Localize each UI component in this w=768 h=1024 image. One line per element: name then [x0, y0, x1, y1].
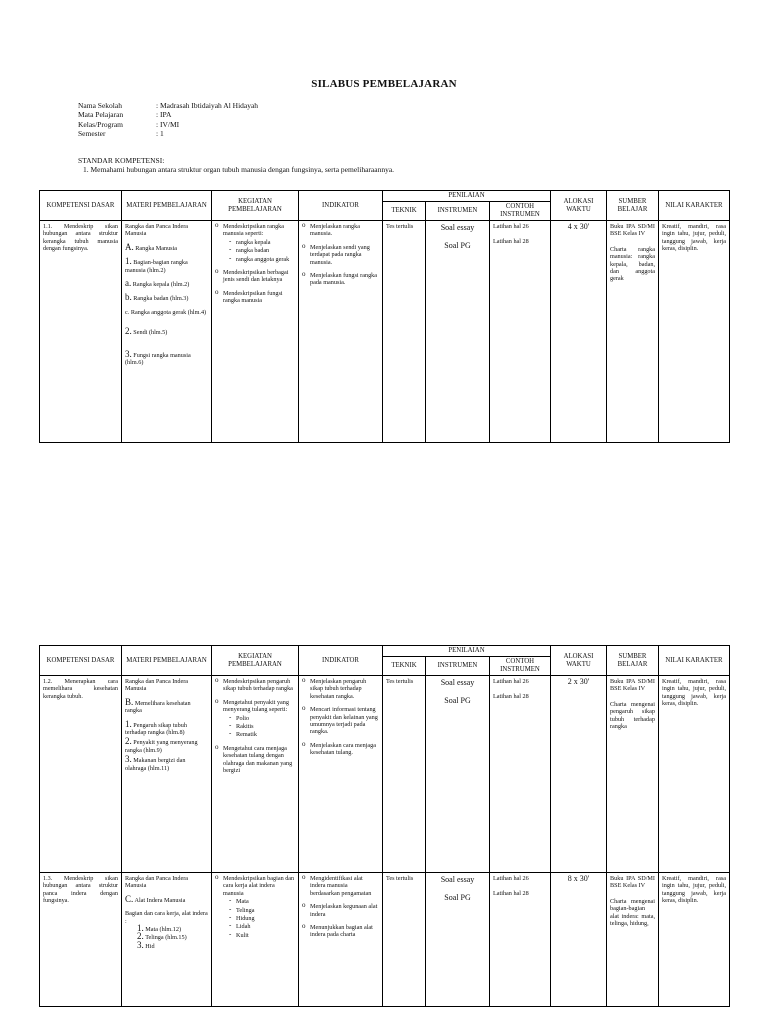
indikator-item: o Mengidentifikasi alat indera manusia berdasarkan pengamatan: [302, 875, 379, 897]
kegiatan-subitem: - Hidung: [229, 915, 295, 922]
standar-text: 1. Memahami hubungan antara struktur organ tubuh manusia dengan fungsinya, serta pemeliharaannya.: [83, 165, 395, 174]
instrumen-item: Soal PG: [444, 696, 471, 705]
materi-item: 1. Bagian-bagian rangka manusia (hlm.2): [125, 256, 188, 274]
header-instrumen: INSTRUMEN: [426, 657, 490, 676]
header-contoh: CONTOH INSTRUMEN: [490, 202, 551, 221]
header-kompetensi: KOMPETENSI DASAR: [40, 191, 122, 221]
materi-section: C. Alat Indera Manusia: [125, 893, 186, 904]
materi-cell: [122, 221, 212, 443]
materi-item: 1. Mata (hlm.12): [137, 923, 182, 934]
header-teknik: TEKNIK: [383, 202, 426, 221]
instrumen-item: Soal PG: [444, 893, 471, 902]
contoh-item: Latihan hal 26: [493, 875, 529, 882]
table-row: [40, 676, 730, 873]
instrumen-cell: [426, 676, 490, 873]
header-kegiatan: KEGIATAN PEMBELAJARAN: [212, 646, 299, 676]
kegiatan-subitem: - Rakitis: [229, 723, 295, 730]
materi-section: A. Rangka Manusia: [125, 241, 178, 252]
header-kompetensi: KOMPETENSI DASAR: [40, 646, 122, 676]
contoh-cell: [490, 221, 551, 443]
header-nilai: NILAI KARAKTER: [659, 646, 730, 676]
teknik-cell: Tes tertulis: [383, 221, 426, 443]
info-label: Mata Pelajaran: [78, 110, 124, 120]
sumber-cell: [607, 221, 659, 443]
kegiatan-subitem: - Kulit: [229, 932, 295, 939]
sumber-item: Charta mengenai pengaruh sikap tubuh terhadap rangka: [610, 700, 655, 731]
header-indikator: INDIKATOR: [299, 646, 383, 676]
header-alokasi: ALOKASI WAKTU: [551, 191, 607, 221]
materi-item: 3. Hid: [137, 939, 155, 950]
kegiatan-item: o Mengetahui penyakit yang menyerang tulang seperti: - Polio - Rakitis - Rematik: [215, 699, 295, 739]
instrumen-item: Soal essay: [440, 678, 475, 687]
school-info: [78, 101, 258, 139]
kegiatan-item: o Mengetahui cara menjaga kesehatan tulang dengan olahraga dan makanan yang bergizi: [215, 745, 295, 775]
indikator-item: o Menjelaskan rangka manusia.: [302, 223, 379, 238]
kegiatan-subitem: - Rematik: [229, 731, 295, 738]
kd-cell: 1.2. Menerapkan cara memelihara kesehatan kerangka tubuh.: [40, 676, 122, 873]
header-penilaian: PENILAIAN: [383, 646, 551, 657]
indikator-cell: [299, 873, 383, 1007]
info-value: : IV/MI: [156, 119, 180, 129]
contoh-item: Latihan hal 26: [493, 223, 529, 230]
kegiatan-subitem: - Mata: [229, 898, 295, 905]
materi-intro: Rangka dan Panca Indera Manusia: [125, 678, 189, 693]
kegiatan-item: o Mendeskripsikan pengaruh sikap tubuh terhadap rangka: [215, 678, 295, 693]
materi-cell: [122, 676, 212, 873]
materi-intro: Rangka dan Panca Indera Manusia: [125, 875, 189, 890]
kd-cell: 1.1. Mendeskrip sikan hubungan antara struktur kerangka tubuh manusia dengan fungsinya.: [40, 221, 122, 443]
header-kegiatan: KEGIATAN PEMBELAJARAN: [212, 191, 299, 221]
materi-item: 3. Makanan bergizi dan olahraga (hlm.11): [125, 754, 186, 772]
header-instrumen: INSTRUMEN: [426, 202, 490, 221]
contoh-item: Latihan hal 28: [493, 890, 529, 898]
materi-item: 3. Fungsi rangka manusia (hlm.6): [125, 348, 191, 367]
kegiatan-subitem: - Polio: [229, 715, 295, 722]
header-penilaian: PENILAIAN: [383, 191, 551, 202]
standar-heading: STANDAR KOMPETENSI:: [78, 156, 165, 165]
kegiatan-item: o Mendeskripsikan fungsi rangka manusia: [215, 290, 295, 305]
syllabus-table-2: [39, 645, 730, 1007]
nilai-cell: Kreatif, mandiri, rasa ingin tahu, jujur, peduli, tanggung jawab, kerja keras, disiplin.: [659, 873, 730, 1007]
indikator-item: o Menjelaskan pengaruh sikap tubuh terhadap kesehatan rangka.: [302, 678, 379, 700]
header-teknik: TEKNIK: [383, 657, 426, 676]
contoh-cell: [490, 873, 551, 1007]
contoh-cell: [490, 676, 551, 873]
teknik-cell: Tes tertulis: [383, 873, 426, 1007]
sumber-cell: [607, 676, 659, 873]
contoh-item: Latihan hal 26: [493, 678, 529, 685]
info-row: [78, 110, 258, 119]
instrumen-item: Soal PG: [444, 241, 471, 250]
instrumen-item: Soal essay: [440, 223, 475, 232]
materi-item: a. Rangka kepala (hlm.2): [125, 278, 190, 289]
materi-cell: [122, 873, 212, 1007]
materi-item: c. Rangka anggota gerak (hlm.4): [125, 308, 207, 316]
materi-section: B. Memelihara kesehatan rangka: [125, 696, 191, 715]
info-value: : 1: [156, 129, 164, 139]
instrumen-item: Soal essay: [440, 875, 475, 884]
indikator-item: o Menjelaskan cara menjaga kesehatan tulang.: [302, 742, 379, 757]
indikator-item: o Mencari informasi tentang penyakit dan kelainan yang umumnya terjadi pada rangka.: [302, 706, 379, 736]
info-label: Kelas/Program: [78, 119, 123, 129]
kegiatan-subitem: - rangka kepala: [229, 239, 295, 246]
sumber-item: Buku IPA SD/MI BSE Kelas IV: [610, 678, 655, 693]
kd-cell: 1.3. Mendeskrip sikan hubungan antara struktur panca indera dengan fungsinya.: [40, 873, 122, 1007]
info-row: [78, 120, 258, 129]
header-materi: MATERI PEMBELAJARAN: [122, 191, 212, 221]
kegiatan-cell: [212, 873, 299, 1007]
alokasi-cell: 4 x 30': [551, 221, 607, 443]
header-materi: MATERI PEMBELAJARAN: [122, 646, 212, 676]
header-nilai: NILAI KARAKTER: [659, 191, 730, 221]
kegiatan-item: o Mendeskripsikan rangka manusia seperti: - rangka kepala - rangka badan - rangka anggota gerak: [215, 223, 295, 263]
info-row: [78, 129, 258, 138]
contoh-item: Latihan hal 28: [493, 693, 529, 701]
materi-item: 2. Sendi (hlm.5): [125, 326, 168, 337]
kegiatan-cell: [212, 676, 299, 873]
kegiatan-subitem: - Lidah: [229, 923, 295, 930]
kegiatan-subitem: - rangka anggota gerak: [229, 256, 295, 263]
indikator-item: o Menjelaskan fungsi rangka pada manusia.: [302, 272, 379, 287]
standar-kompetensi: [78, 156, 394, 174]
materi-item: 2. Telinga (hlm.15): [137, 931, 187, 942]
header-sumber: SUMBER BELAJAR: [607, 646, 659, 676]
indikator-item: o Menunjukkan bagian alat indera pada charta: [302, 924, 379, 939]
header-alokasi: ALOKASI WAKTU: [551, 646, 607, 676]
info-label: Semester: [78, 129, 106, 139]
sumber-cell: [607, 873, 659, 1007]
materi-item: 2. Penyakit yang menyerang rangka (hlm.9): [125, 736, 198, 754]
instrumen-cell: [426, 221, 490, 443]
nilai-cell: Kreatif, mandiri, rasa ingin tahu, jujur, peduli, tanggung jawab, kerja keras, disiplin.: [659, 221, 730, 443]
sumber-item: Buku IPA SD/MI BSE Kelas IV: [610, 875, 655, 890]
header-sumber: SUMBER BELAJAR: [607, 191, 659, 221]
sumber-item: Charta mengenai bagian-bagian alat indera: mata, telinga, hidung,: [610, 897, 655, 928]
nilai-cell: Kreatif, mandiri, rasa ingin tahu, jujur, peduli, tanggung jawab, kerja keras, disiplin.: [659, 676, 730, 873]
kegiatan-item: o Mendeskripsikan bagian dan cara kerja alat indera manusia - Mata - Telinga - Hidung - Lidah - Kulit: [215, 875, 295, 939]
kegiatan-cell: [212, 221, 299, 443]
indikator-item: o Menjelaskan kegunaan alat indera: [302, 903, 379, 918]
indikator-item: o Menjelaskan sendi yang terdapat pada rangka manusia.: [302, 244, 379, 266]
indikator-cell: [299, 676, 383, 873]
info-value: : IPA: [156, 110, 172, 120]
sumber-item: Charta rangka manusia: rangka kepala, badan, dan anggota gerak: [610, 245, 655, 283]
header-contoh: CONTOH INSTRUMEN: [490, 657, 551, 676]
table-row: [40, 873, 730, 1007]
syllabus-table-1: [39, 190, 730, 443]
materi-item: b. Rangka badan (hlm.3): [125, 292, 189, 303]
indikator-cell: [299, 221, 383, 443]
teknik-cell: Tes tertulis: [383, 676, 426, 873]
page-title: SILABUS PEMBELAJARAN: [311, 78, 457, 90]
alokasi-cell: 8 x 30': [551, 873, 607, 1007]
kegiatan-subitem: - rangka badan: [229, 247, 295, 254]
header-indikator: INDIKATOR: [299, 191, 383, 221]
sumber-item: Buku IPA SD/MI BSE Kelas IV: [610, 223, 655, 238]
kegiatan-subitem: - Telinga: [229, 907, 295, 914]
materi-intro: Rangka dan Panca Indera Manusia: [125, 223, 189, 238]
table-row: [40, 221, 730, 443]
info-label: Nama Sekolah: [78, 101, 122, 110]
info-row: [78, 101, 258, 110]
instrumen-cell: [426, 873, 490, 1007]
materi-note: Bagian dan cara kerja, alat indera :: [125, 910, 208, 925]
kegiatan-item: o Mendeskripsikan berbagai jenis sendi dan letaknya: [215, 269, 295, 284]
materi-item: 1. Pengaruh sikap tubuh terhadap rangka (hlm.8): [125, 718, 187, 737]
alokasi-cell: 2 x 30': [551, 676, 607, 873]
contoh-item: Latihan hal 28: [493, 238, 529, 246]
info-value: : Madrasah Ibtidaiyah Al Hidayah: [156, 101, 259, 110]
